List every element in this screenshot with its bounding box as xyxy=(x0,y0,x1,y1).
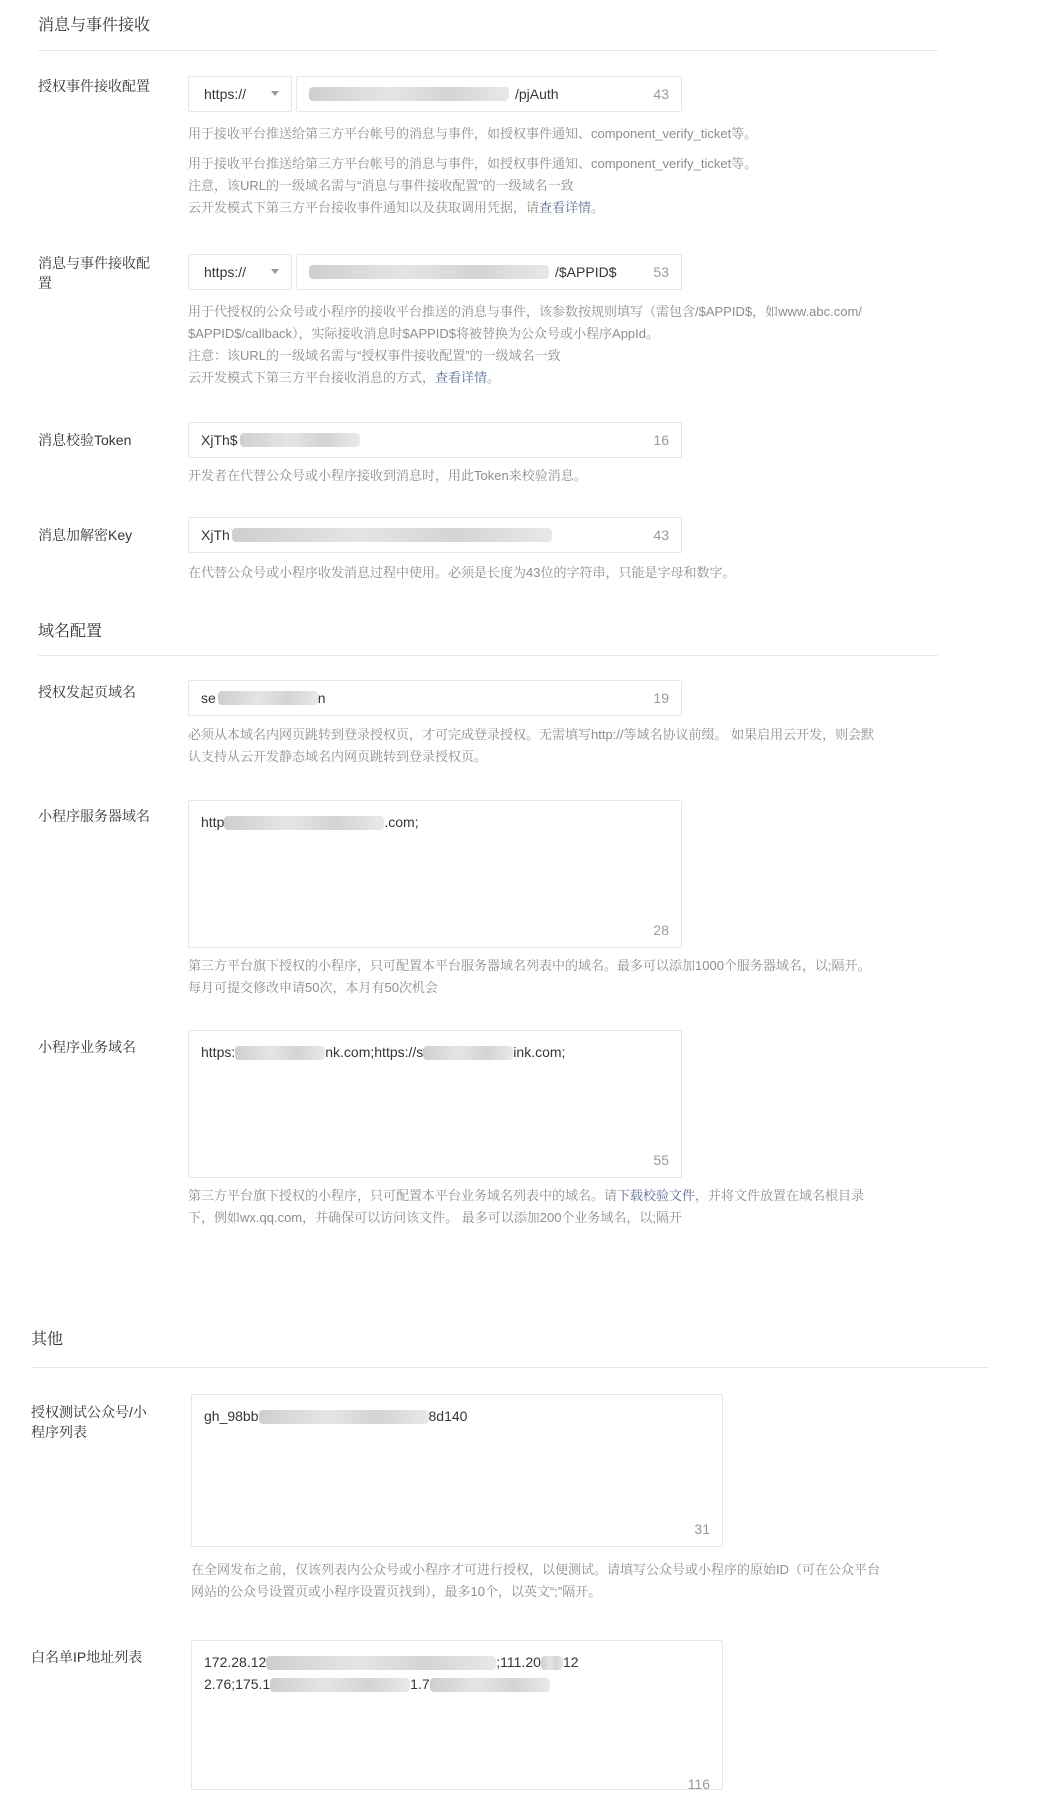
redacted-text xyxy=(270,1678,410,1692)
char-count: 43 xyxy=(653,86,669,102)
server-domain-label: 小程序服务器域名 xyxy=(38,808,150,824)
auth-event-tip: 用于接收平台推送给第三方平台帐号的消息与事件，如授权事件通知、component_verify_ticket等。 xyxy=(188,126,758,141)
test-list-textarea[interactable]: gh_98bb 8d140 31 xyxy=(191,1394,723,1547)
ip-whitelist-textarea[interactable]: 172.28.12 ;111.20 12 2.76;175.1 1.7 116 xyxy=(191,1640,723,1790)
server-domain-textarea[interactable]: http .com; 28 xyxy=(188,800,682,948)
redacted-text xyxy=(259,1410,429,1424)
char-count: 55 xyxy=(653,1152,669,1168)
token-value: XjTh$ xyxy=(201,432,238,448)
redacted-text xyxy=(218,691,318,705)
section-title-message: 消息与事件接收 xyxy=(38,17,151,34)
char-count: 116 xyxy=(687,1776,710,1792)
aes-key-value: XjTh xyxy=(201,527,230,543)
auth-domain-input[interactable]: se n 19 xyxy=(188,680,682,716)
section-divider xyxy=(38,655,938,656)
msg-event-protocol-select[interactable] xyxy=(188,254,292,290)
section-divider xyxy=(31,1367,989,1368)
ip-whitelist-value: 172.28.12 xyxy=(204,1654,267,1670)
biz-domain-value: https: xyxy=(201,1044,236,1060)
ip-whitelist-label: 白名单IP地址列表 xyxy=(31,1649,143,1665)
auth-domain-value: se xyxy=(201,690,216,706)
redacted-text xyxy=(232,528,552,542)
protocol-value: https:// xyxy=(204,86,247,102)
download-verify-file-link[interactable]: 下载校验文件 xyxy=(617,1188,696,1203)
test-list-tip: 在全网发布之前，仅该列表内公众号或小程序才可进行授权，以便测试。请填写公众号或小程序的原始ID（可在公众平台 网站的公众号设置页或小程序设置页找到），最多10个，以英文“;”隔开。 xyxy=(191,1562,881,1599)
token-tip: 开发者在代替公众号或小程序接收到消息时，用此Token来校验消息。 xyxy=(188,468,587,483)
redacted-text xyxy=(423,1046,513,1060)
msg-event-url-input[interactable] xyxy=(296,254,682,290)
auth-event-label: 授权事件接收配置 xyxy=(38,78,150,94)
msg-event-url-value: /$APPID$ xyxy=(555,264,617,280)
redacted-text xyxy=(309,265,549,279)
view-details-link[interactable]: 查看详情 xyxy=(435,370,488,385)
view-details-link[interactable]: 查看详情 xyxy=(539,200,592,215)
protocol-value: https:// xyxy=(204,264,247,280)
auth-domain-tip: 必须从本域名内网页跳转到登录授权页，才可完成登录授权。无需填写http://等域名协议前缀。 如果启用云开发，则会默 认支持从云开发静态域名内网页跳转到登录授权页。 xyxy=(188,727,875,764)
auth-event-protocol-select[interactable] xyxy=(188,76,292,112)
server-domain-value: http xyxy=(201,814,225,830)
char-count: 19 xyxy=(653,690,669,706)
section-title-domain: 域名配置 xyxy=(38,623,103,640)
aes-key-tip: 在代替公众号或小程序收发消息过程中使用。必须是长度为43位的字符串，只能是字母和数字。 xyxy=(188,565,736,580)
redacted-text xyxy=(309,87,509,101)
auth-event-url-value: /pjAuth xyxy=(515,86,559,102)
char-count: 31 xyxy=(694,1521,710,1537)
chevron-down-icon xyxy=(271,269,279,274)
token-input[interactable] xyxy=(188,422,682,458)
msg-event-tip: 用于代授权的公众号或小程序的接收平台推送的消息与事件，该参数按规则填写（需包含/$APPID$，如www.abc.com/ $APPID$/callback），实际接收消息时$APPID$将被替换为公众号或小程序AppId。 注意：该URL的一级域名需与“授权事件接收配置”的一级域名一致 云开发模式下第三方平台接收消息的方式，查看详情。 xyxy=(188,304,862,385)
test-list-value: gh_98bb xyxy=(204,1408,259,1424)
token-label: 消息校验Token xyxy=(38,432,132,448)
auth-event-url-input[interactable] xyxy=(296,76,682,112)
test-list-label: 授权测试公众号/小 程序列表 xyxy=(31,1404,147,1440)
biz-domain-tip: 第三方平台旗下授权的小程序，只可配置本平台业务域名列表中的域名。请下载校验文件，并将文件放置在域名根目录 下，例如wx.qq.com，并确保可以访问该文件。 最多可以添加200个业务域名，以;隔开 xyxy=(188,1188,865,1225)
redacted-text xyxy=(235,1046,325,1060)
section-divider xyxy=(38,50,938,51)
aes-key-label: 消息加解密Key xyxy=(38,527,133,543)
auth-domain-label: 授权发起页域名 xyxy=(38,684,136,700)
section-title-other: 其他 xyxy=(31,1331,64,1348)
biz-domain-textarea[interactable]: https: nk.com;https://s ink.com; 55 xyxy=(188,1030,682,1178)
redacted-text xyxy=(240,433,360,447)
char-count: 16 xyxy=(653,432,669,448)
char-count: 53 xyxy=(653,264,669,280)
char-count: 43 xyxy=(653,527,669,543)
aes-key-input[interactable] xyxy=(188,517,682,553)
server-domain-tip: 第三方平台旗下授权的小程序，只可配置本平台服务器域名列表中的域名。最多可以添加1000个服务器域名，以;隔开。 每月可提交修改申请50次，本月有50次机会 xyxy=(188,958,871,995)
redacted-text xyxy=(430,1678,550,1692)
redacted-text xyxy=(224,816,384,830)
auth-event-tip-detail: 用于接收平台推送给第三方平台帐号的消息与事件，如授权事件通知、component_verify_ticket等。 注意，该URL的一级域名需与“消息与事件接收配置”的一级域名一致 云开发模式下第三方平台接收事件通知以及获取调用凭据，请查看详情。 xyxy=(188,156,758,215)
biz-domain-label: 小程序业务域名 xyxy=(38,1039,136,1055)
chevron-down-icon xyxy=(271,91,279,96)
msg-event-label: 消息与事件接收配 置 xyxy=(38,255,150,291)
char-count: 28 xyxy=(653,922,669,938)
redacted-text xyxy=(266,1656,496,1670)
redacted-text xyxy=(541,1656,563,1670)
